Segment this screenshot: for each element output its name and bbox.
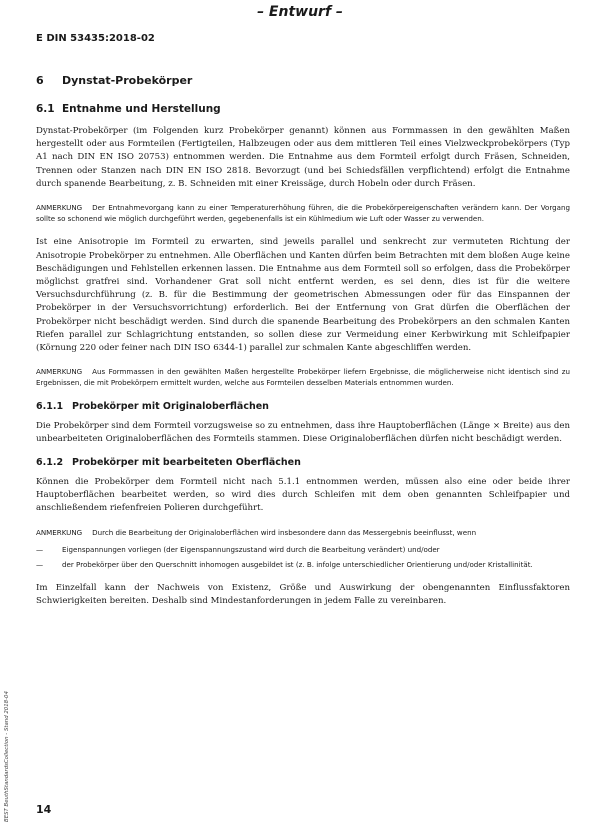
subsection-title: Probekörper mit Originaloberflächen bbox=[72, 400, 269, 412]
note-text: Aus Formmassen in den gewählten Maßen hergestellte Probekörper liefern Ergebnisse, die möglicherweise nicht identisch sind zu Ergebnissen, die mit Probekörpern ermittelt wurden, welche aus Formteilen desselben Materials entnommen wurden. bbox=[36, 367, 570, 388]
note-label: ANMERKUNG bbox=[36, 203, 83, 213]
page-content bbox=[36, 74, 570, 620]
paragraph: Ist eine Anisotropie im Formteil zu erwarten, sind jeweils parallel und senkrecht zur vermuteten Richtung der Anisotropie Probekörper zu entnehmen. Alle Oberflächen und Kanten dürfen beim Betrachten mit dem bloßen Auge keine Beschädigungen und Fehlstellen erkennen lassen. Die Entnahme aus dem Formteil soll so erfolgen, dass die Probekörper möglichst gratfrei sind. Vorhandener Grat soll nicht entfernt werden, es sei denn, dies ist für die weitere Versuchsdurchführung (z. B. für die Bestimmung der geometrischen Abmessungen oder für das Einspannen der Probekörper in der Versuchsvorrichtung) erforderlich. Bei der Entfernung von Grat dürfen die Oberflächen der Probekörper nicht beschädigt werden. Sind durch die spanende Bearbeitung des Probekörpers an den schmalen Kanten Riefen parallel zur Schlagrichtung entstanden, so sollen diese zur Vermeidung einer Kerbwirkung mit Schleifpapier (Körnung 220 oder feiner nach DIN ISO 6344-1) parallel zur schmalen Kante abgeschliffen werden. bbox=[36, 237, 570, 354]
note bbox=[36, 366, 570, 388]
subsection-number: 6.1.2 bbox=[36, 457, 64, 469]
subsection-heading-6-1-2 bbox=[36, 457, 570, 468]
page-number: 14 bbox=[36, 803, 52, 816]
section-heading bbox=[36, 74, 570, 87]
note-label: ANMERKUNG bbox=[36, 527, 83, 537]
list-item bbox=[36, 559, 570, 570]
side-watermark: BEST BeuthStandardsCollection - Stand 2018-04 bbox=[4, 691, 10, 822]
list-item-text: der Probekörper über den Querschnitt inhomogen ausgebildet ist (z. B. infolge unterschiedlicher Orientierung und/oder Kristallinität. bbox=[62, 560, 533, 570]
subsection-title: Probekörper mit bearbeiteten Oberflächen bbox=[72, 457, 301, 469]
subsection-number: 6.1 bbox=[36, 103, 55, 115]
list-item-text: Eigenspannungen vorliegen (der Eigenspannungszustand wird durch die Bearbeitung verändert) und/oder bbox=[62, 544, 440, 554]
subsection-number: 6.1.1 bbox=[36, 400, 64, 412]
dash-bullet: — bbox=[36, 544, 44, 554]
document-id: E DIN 53435:2018-02 bbox=[36, 33, 155, 44]
note-text: Durch die Bearbeitung der Originaloberflächen wird insbesondere dann das Messergebnis beeinflusst, wenn bbox=[92, 527, 477, 537]
paragraph: Die Probekörper sind dem Formteil vorzugsweise so zu entnehmen, dass ihre Hauptoberflächen (Länge × Breite) aus den unbearbeiteten Originaloberflächen des Formteils stammen. Diese Originaloberflächen dürfen nicht beschädigt werden. bbox=[36, 420, 570, 444]
paragraph: Können die Probekörper dem Formteil nicht nach 5.1.1 entnommen werden, müssen also eine oder beide ihrer Hauptoberflächen bearbeitet werden, so wird dies durch Schleifen mit dem oben genannten Schleifpapier und anschließendem riefenfreien Polieren durchgeführt. bbox=[36, 477, 570, 514]
paragraph: Dynstat-Probekörper (im Folgenden kurz Probekörper genannt) können aus Formmassen in den gewählten Maßen hergestellt oder aus Formteilen (Fertigteilen, Halbzeugen oder aus dem mittleren Teil eines Vielzweckprobekörpers (Typ A1 nach DIN EN ISO 20753) entnommen werden. Die Entnahme aus dem Formteil erfolgt durch Fräsen, Schneiden, Trennen oder Stanzen nach DIN EN ISO 2818. Bevorzugt (und bei Schiedsfällen verpflichtend) erfolgt die Entnahme durch spanende Bearbeitung, z. B. Schneiden mit einer Kreissäge, durch Hobeln oder durch Fräsen. bbox=[36, 126, 570, 189]
subsection-title: Entnahme und Herstellung bbox=[62, 103, 221, 115]
dash-bullet: — bbox=[36, 560, 44, 570]
paragraph: Im Einzelfall kann der Nachweis von Existenz, Größe und Auswirkung der obengenannten Einflussfaktoren Schwierigkeiten bereiten. Deshalb sind Mindestanforderungen in jedem Falle zu vereinbaren. bbox=[36, 583, 570, 607]
note bbox=[36, 202, 570, 224]
section-number: 6 bbox=[36, 74, 44, 87]
note bbox=[36, 527, 570, 538]
subsection-heading-6-1-1 bbox=[36, 401, 570, 412]
subsection-heading-6-1 bbox=[36, 103, 570, 115]
list-item bbox=[36, 544, 570, 555]
note-label: ANMERKUNG bbox=[36, 367, 83, 377]
dash-list bbox=[36, 544, 570, 570]
note-text: Der Entnahmevorgang kann zu einer Temperaturerhöhung führen, die die Probekörpereigenschaften verändern kann. Der Vorgang sollte so schonend wie möglich durchgeführt werden, gegebenenfalls ist ein Kühlmedium wie Luft oder Wasser zu verwenden. bbox=[36, 203, 570, 224]
draft-label: – Entwurf – bbox=[257, 4, 343, 20]
section-title: Dynstat-Probekörper bbox=[62, 74, 193, 87]
